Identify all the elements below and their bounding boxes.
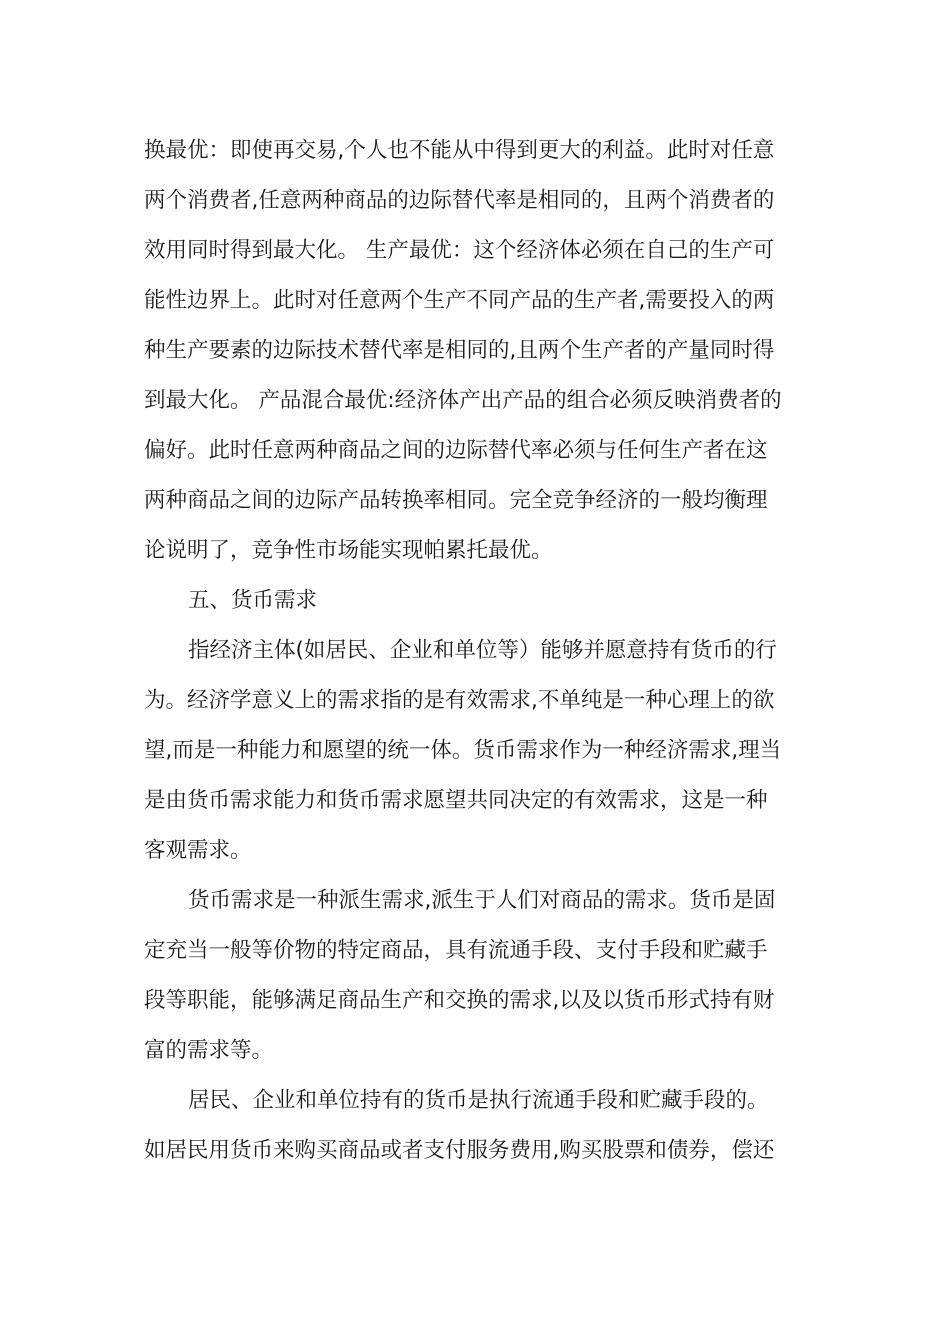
text-line: 偏好。此时任意两种商品之间的边际替代率必须与任何生产者在这 bbox=[144, 438, 768, 463]
text-line: 能性边界上。此时对任意两个生产不同产品的生产者,需要投入的两 bbox=[144, 288, 775, 313]
text-line: 论说明了，竞争性市场能实现帕累托最优。 bbox=[144, 538, 553, 563]
text-line: 望,而是一种能力和愿望的统一体。货币需求作为一种经济需求,理当 bbox=[144, 738, 782, 763]
paragraph-derived-demand bbox=[144, 876, 808, 1076]
text-line: 定充当一般等价物的特定商品，具有流通手段、支付手段和贮藏手 bbox=[144, 938, 768, 963]
text-line: 客观需求。 bbox=[144, 838, 252, 863]
text-line: 为。经济学意义上的需求指的是有效需求,不单纯是一种心理上的欲 bbox=[144, 688, 775, 713]
text-line: 居民、企业和单位持有的货币是执行流通手段和贮藏手段的。 bbox=[188, 1088, 769, 1113]
text-line: 两个消费者,任意两种商品的边际替代率是相同的，且两个消费者的 bbox=[144, 188, 775, 213]
document-body bbox=[144, 126, 808, 1176]
text-line: 是由货币需求能力和货币需求愿望共同决定的有效需求，这是一种 bbox=[144, 788, 768, 813]
text-line: 五、货币需求 bbox=[188, 588, 318, 613]
paragraph-pareto-optimality-continued bbox=[144, 126, 808, 576]
text-line: 换最优：即使再交易,个人也不能从中得到更大的利益。此时对任意 bbox=[144, 138, 775, 163]
paragraph-money-demand-definition bbox=[144, 626, 808, 876]
text-line: 如居民用货币来购买商品或者支付服务费用,购买股票和债券，偿还 bbox=[144, 1138, 775, 1163]
text-line: 两种商品之间的边际产品转换率相同。完全竞争经济的一般均衡理 bbox=[144, 488, 768, 513]
section-heading-money-demand bbox=[144, 576, 808, 626]
text-line: 富的需求等。 bbox=[144, 1038, 274, 1063]
text-line: 段等职能，能够满足商品生产和交换的需求,以及以货币形式持有财 bbox=[144, 988, 775, 1013]
text-line: 到最大化。 产品混合最优:经济体产出产品的组合必须反映消费者的 bbox=[144, 388, 782, 413]
text-line: 指经济主体(如居民、企业和单位等）能够并愿意持有货币的行 bbox=[188, 638, 777, 663]
text-line: 货币需求是一种派生需求,派生于人们对商品的需求。货币是固 bbox=[188, 888, 776, 913]
text-line: 种生产要素的边际技术替代率是相同的,且两个生产者的产量同时得 bbox=[144, 338, 775, 363]
text-line: 效用同时得到最大化。 生产最优：这个经济体必须在自己的生产可 bbox=[144, 238, 775, 263]
paragraph-holders-of-money bbox=[144, 1076, 808, 1176]
